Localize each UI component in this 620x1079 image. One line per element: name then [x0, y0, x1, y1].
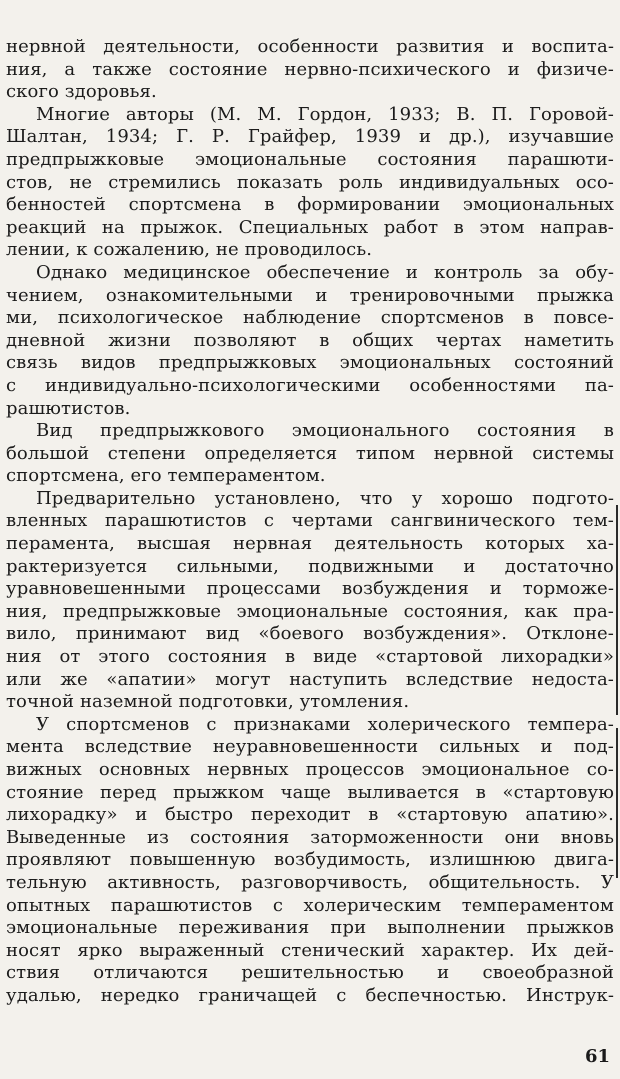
- paragraph: [6, 420, 614, 488]
- text-line: мента вследствие неуравновешенности сильных и под-: [6, 736, 614, 758]
- text-line: предпрыжковые эмоциональные состояния парашюти-: [6, 148, 614, 170]
- text-line: Предварительно установлено, что у хорошо подгото-: [36, 487, 614, 509]
- paragraph: [6, 262, 614, 420]
- text-line: стов, не стремились показать роль индивидуальных осо-: [6, 171, 614, 193]
- text-line: удалью, нередко граничащей с беспечностью. Инструк-: [6, 984, 614, 1006]
- text-line: дневной жизни позволяют в общих чертах наметить: [6, 329, 614, 351]
- text-line: У спортсменов с признаками холерического темпера-: [36, 713, 614, 735]
- text-line: ского здоровья.: [6, 81, 157, 103]
- text-line: рактеризуется сильными, подвижными и достаточно: [6, 555, 614, 577]
- text-line: вленных парашютистов с чертами сангвинического тем-: [6, 510, 614, 532]
- text-line: реакций на прыжок. Специальных работ в этом направ-: [6, 216, 614, 238]
- text-line: эмоциональные переживания при выполнении прыжков: [6, 917, 614, 939]
- text-line: Шалтан, 1934; Г. Р. Грайфер, 1939 и др.), изучавшие: [6, 126, 614, 148]
- text-line: носят ярко выраженный стенический характер. Их дей-: [6, 939, 614, 961]
- text-line: Выведенные из состояния заторможенности они вновь: [6, 826, 614, 848]
- text-line: Многие авторы (М. М. Гордон, 1933; В. П. Горовой-: [36, 103, 614, 125]
- text-line: точной наземной подготовки, утомления.: [6, 691, 410, 713]
- text-line: ния, предпрыжковые эмоциональные состояния, как пра-: [6, 600, 614, 622]
- text-line: вило, принимают вид «боевого возбуждения». Отклоне-: [6, 623, 614, 645]
- text-line: ния, а также состояние нервно-психического и физиче-: [6, 58, 614, 80]
- paragraph: [6, 714, 614, 1008]
- text-line: ствия отличаются решительностью и своеобразной: [6, 962, 614, 984]
- paragraph: [6, 36, 614, 104]
- text-line: ния от этого состояния в виде «стартовой лихорадки»: [6, 646, 614, 668]
- text-line: проявляют повышенную возбудимость, излишнюю двига-: [6, 849, 614, 871]
- text-line: опытных парашютистов с холерическим темпераментом: [6, 894, 614, 916]
- paragraph: [6, 488, 614, 714]
- text-line: большой степени определяется типом нервной системы: [6, 442, 614, 464]
- text-line: Вид предпрыжкового эмоционального состояния в: [36, 420, 614, 442]
- text-line: перамента, высшая нервная деятельность которых ха-: [6, 533, 614, 555]
- text-line: лении, к сожалению, не проводилось.: [6, 239, 373, 261]
- text-line: уравновешенными процессами возбуждения и торможе-: [6, 578, 614, 600]
- page-number: 61: [584, 1046, 610, 1067]
- text-line: или же «апатии» могут наступить вследствие недоста-: [6, 668, 614, 690]
- text-line: тельную активность, разговорчивость, общительность. У: [6, 871, 614, 893]
- text-line: чением, ознакомительными и тренировочными прыжка: [6, 284, 614, 306]
- body-text: [6, 36, 614, 1008]
- paragraph: [6, 104, 614, 262]
- text-line: ми, психологическое наблюдение спортсменов в повсе-: [6, 307, 614, 329]
- text-line: вижных основных нервных процессов эмоциональное со-: [6, 759, 614, 780]
- text-line: с индивидуально-психологическими особенностями па-: [6, 374, 614, 396]
- text-line: Однако медицинское обеспечение и контроль за обу-: [36, 261, 614, 283]
- text-line: нервной деятельности, особенности развития и воспита-: [6, 36, 614, 57]
- text-line: связь видов предпрыжковых эмоциональных состояний: [6, 352, 614, 374]
- text-line: стояние перед прыжком чаще выливается в «стартовую: [6, 781, 614, 803]
- text-line: рашютистов.: [6, 397, 131, 419]
- text-line: лихорадку» и быстро переходит в «стартовую апатию».: [6, 804, 614, 826]
- margin-mark: [616, 505, 618, 715]
- text-line: бенностей спортсмена в формировании эмоциональных: [6, 194, 614, 216]
- text-line: спортсмена, его темпераментом.: [6, 465, 326, 487]
- margin-mark: [616, 728, 618, 878]
